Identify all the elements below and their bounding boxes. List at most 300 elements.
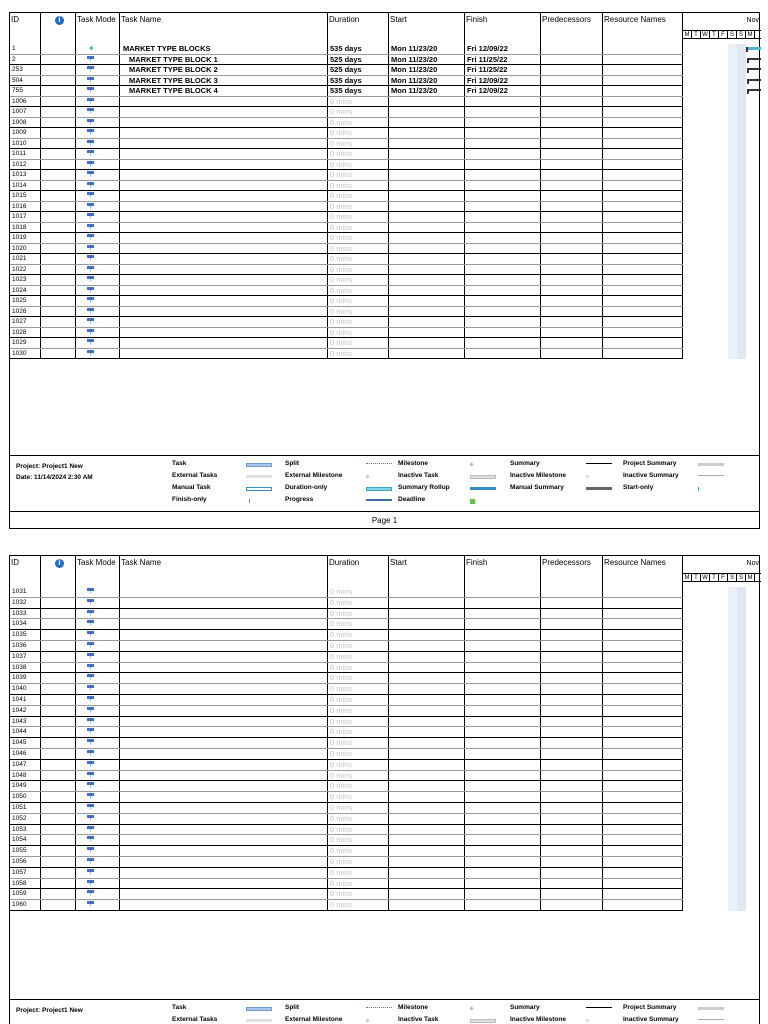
- task-resource-names-cell[interactable]: [603, 107, 683, 117]
- table-row[interactable]: [10, 684, 683, 695]
- task-id-cell[interactable]: 1012: [10, 160, 41, 170]
- task-mode-cell[interactable]: [76, 275, 120, 285]
- task-duration-cell[interactable]: 0 mins: [328, 170, 389, 180]
- task-indicator-cell[interactable]: [41, 652, 76, 662]
- task-mode-cell[interactable]: [76, 202, 120, 212]
- task-finish-cell[interactable]: [465, 781, 541, 791]
- task-resource-names-cell[interactable]: [603, 244, 683, 254]
- task-finish-cell[interactable]: [465, 160, 541, 170]
- task-resource-names-cell[interactable]: [603, 781, 683, 791]
- task-name-cell[interactable]: [120, 233, 328, 243]
- task-indicator-cell[interactable]: [41, 868, 76, 878]
- task-start-cell[interactable]: [389, 609, 465, 619]
- task-predecessors-cell[interactable]: [541, 857, 603, 867]
- task-id-cell[interactable]: 1008: [10, 118, 41, 128]
- gantt-summary-bar[interactable]: [747, 79, 761, 81]
- table-row[interactable]: [10, 275, 683, 286]
- task-start-cell[interactable]: [389, 118, 465, 128]
- task-indicator-cell[interactable]: [41, 857, 76, 867]
- task-id-cell[interactable]: 1026: [10, 307, 41, 317]
- task-finish-cell[interactable]: [465, 630, 541, 640]
- task-finish-cell[interactable]: [465, 814, 541, 824]
- task-id-cell[interactable]: 1024: [10, 286, 41, 296]
- task-mode-cell[interactable]: [76, 825, 120, 835]
- col-header-start[interactable]: Start: [389, 556, 465, 587]
- task-mode-cell[interactable]: [76, 338, 120, 348]
- task-start-cell[interactable]: [389, 889, 465, 899]
- task-name-cell[interactable]: [120, 825, 328, 835]
- table-row[interactable]: [10, 781, 683, 792]
- task-start-cell[interactable]: [389, 641, 465, 651]
- task-id-cell[interactable]: 1050: [10, 792, 41, 802]
- task-id-cell[interactable]: 1027: [10, 317, 41, 327]
- task-mode-cell[interactable]: [76, 630, 120, 640]
- task-id-cell[interactable]: 1023: [10, 275, 41, 285]
- task-resource-names-cell[interactable]: [603, 202, 683, 212]
- task-predecessors-cell[interactable]: [541, 879, 603, 889]
- task-mode-cell[interactable]: [76, 781, 120, 791]
- task-name-cell[interactable]: [120, 317, 328, 327]
- task-mode-cell[interactable]: [76, 900, 120, 910]
- task-name-cell[interactable]: [120, 717, 328, 727]
- gantt-summary-bar[interactable]: [747, 89, 761, 91]
- task-name-cell[interactable]: [120, 781, 328, 791]
- task-id-cell[interactable]: 1036: [10, 641, 41, 651]
- task-finish-cell[interactable]: [465, 652, 541, 662]
- task-start-cell[interactable]: [389, 170, 465, 180]
- table-row[interactable]: [10, 97, 683, 108]
- task-id-cell[interactable]: 1048: [10, 771, 41, 781]
- task-predecessors-cell[interactable]: [541, 868, 603, 878]
- task-finish-cell[interactable]: [465, 128, 541, 138]
- task-id-cell[interactable]: 1044: [10, 727, 41, 737]
- task-resource-names-cell[interactable]: [603, 296, 683, 306]
- task-finish-cell[interactable]: Fri 11/25/22: [465, 55, 541, 65]
- table-row[interactable]: [10, 771, 683, 782]
- task-indicator-cell[interactable]: [41, 55, 76, 65]
- task-mode-cell[interactable]: [76, 233, 120, 243]
- task-name-cell[interactable]: [120, 803, 328, 813]
- task-finish-cell[interactable]: [465, 338, 541, 348]
- task-predecessors-cell[interactable]: [541, 212, 603, 222]
- task-finish-cell[interactable]: [465, 244, 541, 254]
- task-indicator-cell[interactable]: [41, 191, 76, 201]
- task-indicator-cell[interactable]: [41, 265, 76, 275]
- table-row[interactable]: [10, 149, 683, 160]
- task-predecessors-cell[interactable]: [541, 814, 603, 824]
- task-mode-cell[interactable]: [76, 307, 120, 317]
- task-finish-cell[interactable]: [465, 868, 541, 878]
- table-row[interactable]: [10, 846, 683, 857]
- task-finish-cell[interactable]: Fri 12/09/22: [465, 76, 541, 86]
- task-predecessors-cell[interactable]: [541, 233, 603, 243]
- task-resource-names-cell[interactable]: [603, 641, 683, 651]
- table-row[interactable]: [10, 160, 683, 171]
- task-name-cell[interactable]: [120, 191, 328, 201]
- task-resource-names-cell[interactable]: [603, 598, 683, 608]
- task-duration-cell[interactable]: 0 mins: [328, 619, 389, 629]
- task-indicator-cell[interactable]: [41, 317, 76, 327]
- task-indicator-cell[interactable]: [41, 792, 76, 802]
- task-predecessors-cell[interactable]: [541, 265, 603, 275]
- task-predecessors-cell[interactable]: [541, 118, 603, 128]
- task-name-cell[interactable]: [120, 349, 328, 359]
- task-duration-cell[interactable]: 0 mins: [328, 749, 389, 759]
- task-id-cell[interactable]: 1018: [10, 223, 41, 233]
- col-header-duration[interactable]: Duration: [328, 556, 389, 587]
- col-header-task-name[interactable]: Task Name: [120, 556, 328, 587]
- task-finish-cell[interactable]: [465, 191, 541, 201]
- task-indicator-cell[interactable]: [41, 223, 76, 233]
- task-predecessors-cell[interactable]: [541, 587, 603, 597]
- task-id-cell[interactable]: 1033: [10, 609, 41, 619]
- task-indicator-cell[interactable]: [41, 663, 76, 673]
- task-name-cell[interactable]: [120, 254, 328, 264]
- task-mode-cell[interactable]: [76, 684, 120, 694]
- col-header-task-mode[interactable]: Task Mode: [76, 13, 120, 44]
- task-mode-cell[interactable]: [76, 868, 120, 878]
- table-row[interactable]: [10, 296, 683, 307]
- task-start-cell[interactable]: [389, 738, 465, 748]
- task-predecessors-cell[interactable]: [541, 771, 603, 781]
- task-duration-cell[interactable]: 0 mins: [328, 846, 389, 856]
- task-predecessors-cell[interactable]: [541, 835, 603, 845]
- task-predecessors-cell[interactable]: [541, 641, 603, 651]
- task-duration-cell[interactable]: 0 mins: [328, 286, 389, 296]
- task-indicator-cell[interactable]: [41, 835, 76, 845]
- task-start-cell[interactable]: [389, 803, 465, 813]
- task-mode-cell[interactable]: [76, 44, 120, 54]
- task-mode-cell[interactable]: [76, 749, 120, 759]
- col-header-finish[interactable]: Finish: [465, 556, 541, 587]
- task-mode-cell[interactable]: [76, 223, 120, 233]
- task-start-cell[interactable]: [389, 97, 465, 107]
- task-finish-cell[interactable]: [465, 695, 541, 705]
- task-name-cell[interactable]: [120, 170, 328, 180]
- task-resource-names-cell[interactable]: [603, 317, 683, 327]
- task-finish-cell[interactable]: [465, 825, 541, 835]
- task-start-cell[interactable]: [389, 307, 465, 317]
- task-finish-cell[interactable]: [465, 857, 541, 867]
- task-start-cell[interactable]: [389, 107, 465, 117]
- task-duration-cell[interactable]: 0 mins: [328, 889, 389, 899]
- task-name-cell[interactable]: [120, 587, 328, 597]
- task-start-cell[interactable]: [389, 160, 465, 170]
- gantt-summary-bar[interactable]: [747, 58, 761, 60]
- task-indicator-cell[interactable]: [41, 760, 76, 770]
- task-predecessors-cell[interactable]: [541, 609, 603, 619]
- task-name-cell[interactable]: MARKET TYPE BLOCK 2: [120, 65, 328, 75]
- task-start-cell[interactable]: [389, 619, 465, 629]
- task-id-cell[interactable]: 1030: [10, 349, 41, 359]
- task-name-cell[interactable]: MARKET TYPE BLOCK 4: [120, 86, 328, 96]
- task-mode-cell[interactable]: [76, 803, 120, 813]
- task-duration-cell[interactable]: 0 mins: [328, 328, 389, 338]
- task-name-cell[interactable]: [120, 609, 328, 619]
- task-indicator-cell[interactable]: [41, 149, 76, 159]
- task-finish-cell[interactable]: [465, 673, 541, 683]
- task-duration-cell[interactable]: 0 mins: [328, 349, 389, 359]
- task-duration-cell[interactable]: 0 mins: [328, 338, 389, 348]
- task-name-cell[interactable]: [120, 889, 328, 899]
- task-resource-names-cell[interactable]: [603, 338, 683, 348]
- task-indicator-cell[interactable]: [41, 879, 76, 889]
- task-start-cell[interactable]: [389, 296, 465, 306]
- task-resource-names-cell[interactable]: [603, 265, 683, 275]
- task-name-cell[interactable]: [120, 149, 328, 159]
- gantt-chart-area[interactable]: [683, 44, 761, 359]
- task-predecessors-cell[interactable]: [541, 803, 603, 813]
- task-mode-cell[interactable]: [76, 65, 120, 75]
- task-id-cell[interactable]: 1029: [10, 338, 41, 348]
- task-mode-cell[interactable]: [76, 706, 120, 716]
- task-indicator-cell[interactable]: [41, 630, 76, 640]
- task-duration-cell[interactable]: 0 mins: [328, 265, 389, 275]
- task-indicator-cell[interactable]: [41, 202, 76, 212]
- task-start-cell[interactable]: [389, 835, 465, 845]
- task-predecessors-cell[interactable]: [541, 738, 603, 748]
- task-indicator-cell[interactable]: [41, 286, 76, 296]
- task-duration-cell[interactable]: 0 mins: [328, 296, 389, 306]
- task-duration-cell[interactable]: 0 mins: [328, 212, 389, 222]
- task-indicator-cell[interactable]: [41, 160, 76, 170]
- task-id-cell[interactable]: 504: [10, 76, 41, 86]
- task-start-cell[interactable]: [389, 139, 465, 149]
- task-finish-cell[interactable]: [465, 118, 541, 128]
- task-predecessors-cell[interactable]: [541, 44, 603, 54]
- task-name-cell[interactable]: [120, 630, 328, 640]
- task-name-cell[interactable]: [120, 338, 328, 348]
- task-name-cell[interactable]: [120, 107, 328, 117]
- table-row[interactable]: [10, 349, 683, 360]
- task-finish-cell[interactable]: [465, 771, 541, 781]
- task-duration-cell[interactable]: 0 mins: [328, 317, 389, 327]
- task-id-cell[interactable]: 1016: [10, 202, 41, 212]
- task-indicator-cell[interactable]: [41, 296, 76, 306]
- col-header-indicators[interactable]: [41, 556, 76, 587]
- col-header-task-mode[interactable]: Task Mode: [76, 556, 120, 587]
- table-row[interactable]: [10, 900, 683, 911]
- task-finish-cell[interactable]: [465, 296, 541, 306]
- task-duration-cell[interactable]: 0 mins: [328, 652, 389, 662]
- task-name-cell[interactable]: [120, 181, 328, 191]
- task-resource-names-cell[interactable]: [603, 118, 683, 128]
- task-duration-cell[interactable]: 525 days: [328, 65, 389, 75]
- task-start-cell[interactable]: [389, 663, 465, 673]
- table-row[interactable]: [10, 65, 683, 76]
- table-row[interactable]: [10, 317, 683, 328]
- task-id-cell[interactable]: 1020: [10, 244, 41, 254]
- task-start-cell[interactable]: [389, 191, 465, 201]
- task-start-cell[interactable]: [389, 244, 465, 254]
- task-duration-cell[interactable]: 0 mins: [328, 673, 389, 683]
- task-indicator-cell[interactable]: [41, 803, 76, 813]
- table-row[interactable]: [10, 76, 683, 87]
- task-start-cell[interactable]: [389, 771, 465, 781]
- task-resource-names-cell[interactable]: [603, 760, 683, 770]
- task-predecessors-cell[interactable]: [541, 619, 603, 629]
- task-indicator-cell[interactable]: [41, 254, 76, 264]
- table-row[interactable]: [10, 673, 683, 684]
- task-finish-cell[interactable]: [465, 349, 541, 359]
- task-mode-cell[interactable]: [76, 641, 120, 651]
- task-predecessors-cell[interactable]: [541, 65, 603, 75]
- task-indicator-cell[interactable]: [41, 738, 76, 748]
- task-name-cell[interactable]: MARKET TYPE BLOCKS: [120, 44, 328, 54]
- task-predecessors-cell[interactable]: [541, 727, 603, 737]
- task-finish-cell[interactable]: [465, 706, 541, 716]
- task-resource-names-cell[interactable]: [603, 835, 683, 845]
- task-duration-cell[interactable]: 0 mins: [328, 609, 389, 619]
- table-row[interactable]: [10, 738, 683, 749]
- task-indicator-cell[interactable]: [41, 598, 76, 608]
- task-start-cell[interactable]: [389, 149, 465, 159]
- task-duration-cell[interactable]: 0 mins: [328, 244, 389, 254]
- task-indicator-cell[interactable]: [41, 275, 76, 285]
- task-mode-cell[interactable]: [76, 619, 120, 629]
- task-id-cell[interactable]: 1014: [10, 181, 41, 191]
- task-start-cell[interactable]: [389, 684, 465, 694]
- task-duration-cell[interactable]: 0 mins: [328, 191, 389, 201]
- table-row[interactable]: [10, 641, 683, 652]
- task-duration-cell[interactable]: 0 mins: [328, 149, 389, 159]
- task-predecessors-cell[interactable]: [541, 76, 603, 86]
- task-mode-cell[interactable]: [76, 663, 120, 673]
- task-indicator-cell[interactable]: [41, 587, 76, 597]
- task-resource-names-cell[interactable]: [603, 128, 683, 138]
- task-predecessors-cell[interactable]: [541, 900, 603, 910]
- task-resource-names-cell[interactable]: [603, 663, 683, 673]
- task-resource-names-cell[interactable]: [603, 139, 683, 149]
- task-id-cell[interactable]: 1028: [10, 328, 41, 338]
- task-resource-names-cell[interactable]: [603, 846, 683, 856]
- task-name-cell[interactable]: [120, 139, 328, 149]
- task-start-cell[interactable]: [389, 286, 465, 296]
- col-header-indicators[interactable]: [41, 13, 76, 44]
- task-predecessors-cell[interactable]: [541, 202, 603, 212]
- task-name-cell[interactable]: [120, 727, 328, 737]
- task-start-cell[interactable]: [389, 814, 465, 824]
- task-name-cell[interactable]: [120, 792, 328, 802]
- task-finish-cell[interactable]: [465, 727, 541, 737]
- task-resource-names-cell[interactable]: [603, 181, 683, 191]
- task-name-cell[interactable]: [120, 275, 328, 285]
- task-start-cell[interactable]: [389, 254, 465, 264]
- task-finish-cell[interactable]: [465, 663, 541, 673]
- table-row[interactable]: [10, 825, 683, 836]
- task-start-cell[interactable]: [389, 717, 465, 727]
- task-finish-cell[interactable]: [465, 835, 541, 845]
- task-finish-cell[interactable]: [465, 212, 541, 222]
- task-indicator-cell[interactable]: [41, 706, 76, 716]
- task-mode-cell[interactable]: [76, 349, 120, 359]
- task-mode-cell[interactable]: [76, 118, 120, 128]
- table-row[interactable]: [10, 44, 683, 55]
- task-indicator-cell[interactable]: [41, 814, 76, 824]
- task-duration-cell[interactable]: 0 mins: [328, 771, 389, 781]
- task-predecessors-cell[interactable]: [541, 286, 603, 296]
- task-mode-cell[interactable]: [76, 673, 120, 683]
- task-start-cell[interactable]: [389, 275, 465, 285]
- task-finish-cell[interactable]: [465, 749, 541, 759]
- task-duration-cell[interactable]: 0 mins: [328, 663, 389, 673]
- task-mode-cell[interactable]: [76, 846, 120, 856]
- task-finish-cell[interactable]: [465, 181, 541, 191]
- task-start-cell[interactable]: [389, 598, 465, 608]
- task-start-cell[interactable]: [389, 233, 465, 243]
- task-predecessors-cell[interactable]: [541, 598, 603, 608]
- task-indicator-cell[interactable]: [41, 307, 76, 317]
- task-id-cell[interactable]: 1057: [10, 868, 41, 878]
- task-resource-names-cell[interactable]: [603, 76, 683, 86]
- task-duration-cell[interactable]: 0 mins: [328, 706, 389, 716]
- task-mode-cell[interactable]: [76, 328, 120, 338]
- task-finish-cell[interactable]: [465, 233, 541, 243]
- task-start-cell[interactable]: [389, 223, 465, 233]
- task-duration-cell[interactable]: 0 mins: [328, 900, 389, 910]
- table-row[interactable]: [10, 792, 683, 803]
- table-row[interactable]: [10, 118, 683, 129]
- table-row[interactable]: [10, 107, 683, 118]
- task-duration-cell[interactable]: 0 mins: [328, 727, 389, 737]
- task-mode-cell[interactable]: [76, 254, 120, 264]
- task-id-cell[interactable]: 1015: [10, 191, 41, 201]
- task-finish-cell[interactable]: Fri 12/09/22: [465, 86, 541, 96]
- task-name-cell[interactable]: [120, 641, 328, 651]
- table-row[interactable]: [10, 717, 683, 728]
- task-indicator-cell[interactable]: [41, 717, 76, 727]
- table-row[interactable]: [10, 749, 683, 760]
- task-predecessors-cell[interactable]: [541, 296, 603, 306]
- task-resource-names-cell[interactable]: [603, 630, 683, 640]
- task-indicator-cell[interactable]: [41, 65, 76, 75]
- task-start-cell[interactable]: [389, 857, 465, 867]
- task-indicator-cell[interactable]: [41, 825, 76, 835]
- task-id-cell[interactable]: 253: [10, 65, 41, 75]
- task-id-cell[interactable]: 1034: [10, 619, 41, 629]
- task-resource-names-cell[interactable]: [603, 889, 683, 899]
- task-name-cell[interactable]: [120, 749, 328, 759]
- task-resource-names-cell[interactable]: [603, 160, 683, 170]
- table-row[interactable]: [10, 254, 683, 265]
- task-id-cell[interactable]: 1045: [10, 738, 41, 748]
- task-predecessors-cell[interactable]: [541, 254, 603, 264]
- task-start-cell[interactable]: [389, 695, 465, 705]
- task-indicator-cell[interactable]: [41, 86, 76, 96]
- task-start-cell[interactable]: Mon 11/23/20: [389, 65, 465, 75]
- task-resource-names-cell[interactable]: [603, 695, 683, 705]
- task-id-cell[interactable]: 1037: [10, 652, 41, 662]
- task-name-cell[interactable]: [120, 286, 328, 296]
- table-row[interactable]: [10, 139, 683, 150]
- task-duration-cell[interactable]: 0 mins: [328, 857, 389, 867]
- task-finish-cell[interactable]: [465, 254, 541, 264]
- task-predecessors-cell[interactable]: [541, 160, 603, 170]
- task-mode-cell[interactable]: [76, 149, 120, 159]
- table-row[interactable]: [10, 619, 683, 630]
- task-predecessors-cell[interactable]: [541, 673, 603, 683]
- task-finish-cell[interactable]: [465, 803, 541, 813]
- task-mode-cell[interactable]: [76, 835, 120, 845]
- task-id-cell[interactable]: 1040: [10, 684, 41, 694]
- task-predecessors-cell[interactable]: [541, 97, 603, 107]
- task-id-cell[interactable]: 1017: [10, 212, 41, 222]
- task-indicator-cell[interactable]: [41, 673, 76, 683]
- task-id-cell[interactable]: 1049: [10, 781, 41, 791]
- task-duration-cell[interactable]: 0 mins: [328, 630, 389, 640]
- task-finish-cell[interactable]: [465, 286, 541, 296]
- task-predecessors-cell[interactable]: [541, 328, 603, 338]
